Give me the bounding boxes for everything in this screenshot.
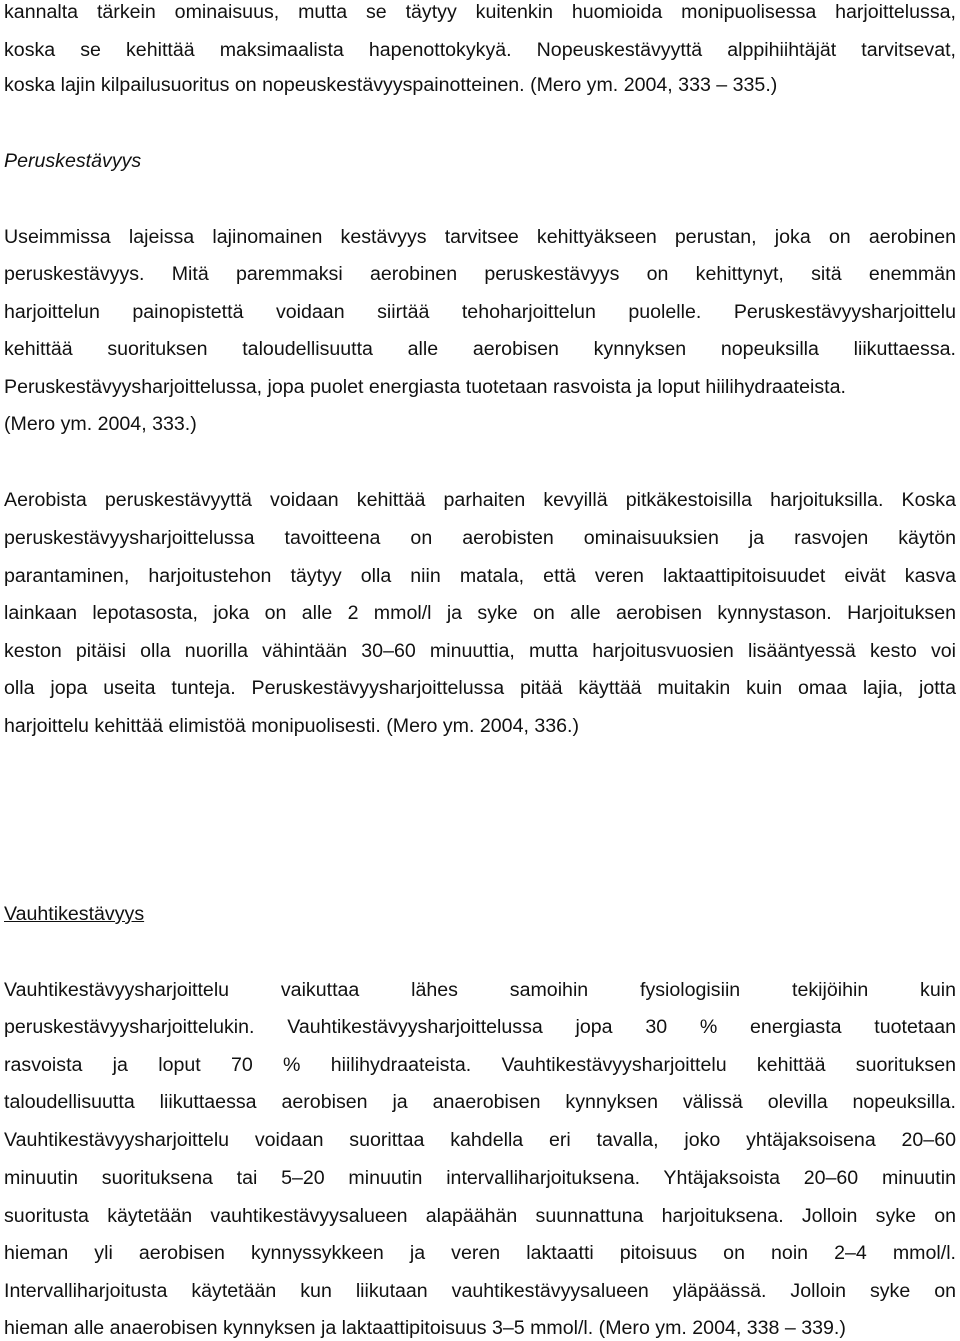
section-heading-peruskestavyys: Peruskestävyys [4,150,142,172]
text-line: harjoittelun painopistettä voidaan siirtää tehoharjoittelun puolelle. Peruskestävyysharjoittelu [4,301,956,323]
text-line: lainkaan lepotasosta, joka on alle 2 mmol/l ja syke on alle aerobisen kynnystason. Harjoituksen [4,602,956,624]
text-line: parantaminen, harjoitustehon täytyy olla niin matala, että veren laktaattipitoisuudet eivät kasva [4,565,956,587]
text-line: rasvoista ja loput 70 % hiilihydraateista. Vauhtikestävyysharjoittelu kehittää suorituksen [4,1054,956,1076]
text-line: taloudellisuutta liikuttaessa aerobisen ja anaerobisen kynnyksen välissä olevilla nopeuksilla. [4,1091,956,1113]
text-line: Peruskestävyysharjoittelussa, jopa puolet energiasta tuotetaan rasvoista ja loput hiilihydraateista. [4,376,846,398]
text-line: Useimmissa lajeissa lajinomainen kestävyys tarvitsee kehittyäkseen perustan, joka on aerobinen [4,226,956,248]
text-line: peruskestävyysharjoittelussa tavoitteena on aerobisten ominaisuuksien ja rasvojen käytön [4,527,956,549]
text-line: olla jopa useita tunteja. Peruskestävyysharjoittelussa pitää käyttää muitakin kuin omaa lajia, jotta [4,677,956,699]
text-line: koska se kehittää maksimaalista hapenottokykyä. Nopeuskestävyyttä alppihiihtäjät tarvitsevat, [4,39,956,61]
text-line: Vauhtikestävyysharjoittelu voidaan suorittaa kahdella eri tavalla, joko yhtäjaksoisena 20–60 [4,1129,956,1151]
text-line: peruskestävyys. Mitä paremmaksi aerobinen peruskestävyys on kehittynyt, sitä enemmän [4,263,956,285]
text-line: kehittää suorituksen taloudellisuutta alle aerobisen kynnyksen nopeuksilla liikuttaessa. [4,338,956,360]
text-line: kannalta tärkein ominaisuus, mutta se täytyy kuitenkin huomioida monipuolisessa harjoittelussa, [4,1,956,23]
text-line: peruskestävyysharjoittelukin. Vauhtikestävyysharjoittelussa jopa 30 % energiasta tuotetaan [4,1016,956,1038]
text-line: Intervalliharjoitusta käytetään kun liikutaan vauhtikestävyysalueen yläpäässä. Jolloin syke on [4,1280,956,1302]
text-line: hieman yli aerobisen kynnyssykkeen ja veren laktaatti pitoisuus on noin 2–4 mmol/l. [4,1242,956,1264]
text-line: (Mero ym. 2004, 333.) [4,413,197,435]
text-line: keston pitäisi olla nuorilla vähintään 30–60 minuuttia, mutta harjoitusvuosien lisääntyessä kesto voi [4,640,956,662]
section-heading-vauhtikestavyys: Vauhtikestävyys [4,903,145,925]
text-line: suoritusta käytetään vauhtikestävyysalueen alapäähän suunnattuna harjoituksena. Jolloin syke on [4,1205,956,1227]
text-line: koska lajin kilpailusuoritus on nopeuskestävyyspainotteinen. (Mero ym. 2004, 333 – 335.) [4,74,778,96]
text-line: harjoittelu kehittää elimistöä monipuolisesti. (Mero ym. 2004, 336.) [4,715,580,737]
text-line: Vauhtikestävyysharjoittelu vaikuttaa lähes samoihin fysiologisiin tekijöihin kuin [4,979,956,1001]
text-line: hieman alle anaerobisen kynnyksen ja laktaattipitoisuus 3–5 mmol/l. (Mero ym. 2004, 338 – 339.) [4,1317,846,1339]
text-line: minuutin suorituksena tai 5–20 minuutin intervalliharjoituksena. Yhtäjaksoista 20–60 minuutin [4,1167,956,1189]
text-line: Aerobista peruskestävyyttä voidaan kehittää parhaiten kevyillä pitkäkestoisilla harjoituksilla. Koska [4,489,956,511]
